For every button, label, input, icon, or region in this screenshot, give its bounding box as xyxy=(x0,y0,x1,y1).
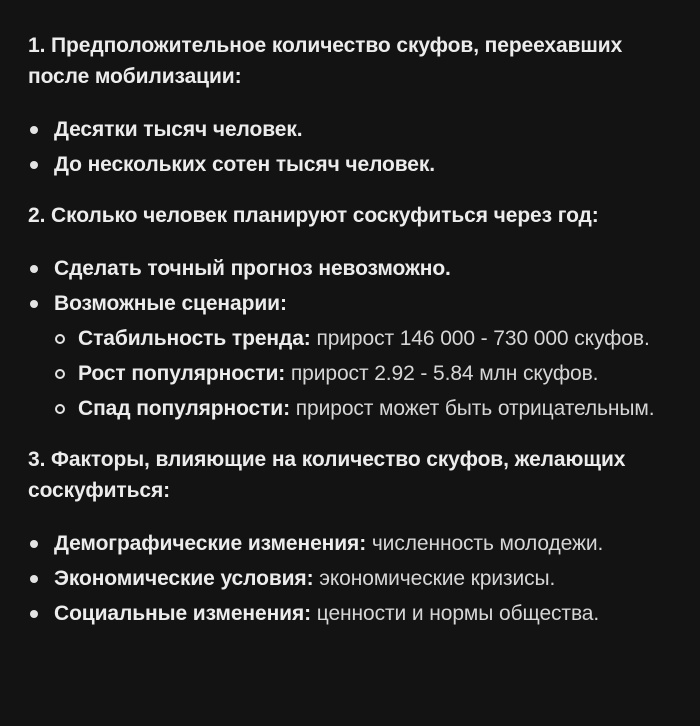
item-bold-text: Спад популярности: xyxy=(78,397,291,420)
list-item xyxy=(28,253,678,284)
bullet-dot-icon xyxy=(30,575,38,583)
item-bold-text: Сделать точный прогноз невозможно. xyxy=(54,257,451,280)
section-1-list xyxy=(28,114,678,180)
item-text: прирост может быть отрицательным. xyxy=(295,397,655,420)
bullet-dot-icon xyxy=(30,265,38,273)
section-2-heading: 2. Сколько человек планируют соскуфиться через год: xyxy=(28,204,599,227)
sublist-item xyxy=(54,323,678,354)
bullet-dot-icon xyxy=(30,540,38,548)
item-bold-text: Возможные сценарии: xyxy=(54,292,287,315)
list-item xyxy=(28,114,678,145)
section-3-heading: 3. Факторы, влияющие на количество скуфов, желающих соскуфиться: xyxy=(28,448,626,502)
item-text: прирост 2.92 - 5.84 млн скуфов. xyxy=(290,362,599,385)
item-bold-text: Стабильность тренда: xyxy=(78,327,311,350)
bullet-ring-icon xyxy=(55,404,65,414)
item-bold-text: Экономические условия: xyxy=(54,567,314,590)
item-text: прирост 146 000 - 730 000 скуфов. xyxy=(316,327,650,350)
bullet-ring-icon xyxy=(55,369,65,379)
item-text: экономические кризисы. xyxy=(319,567,556,590)
sublist-item xyxy=(54,393,678,424)
list-item xyxy=(28,528,678,559)
section-3-list xyxy=(28,528,678,629)
list-item xyxy=(28,149,678,180)
list-item xyxy=(28,598,678,629)
bullet-dot-icon xyxy=(30,610,38,618)
section-1-heading: 1. Предположительное количество скуфов, переехавших после мобилизации: xyxy=(28,34,623,88)
item-bold-text: Десятки тысяч человек. xyxy=(54,118,303,141)
sublist-item xyxy=(54,358,678,389)
list-item xyxy=(28,288,678,424)
bullet-dot-icon xyxy=(30,161,38,169)
item-bold-text: До нескольких сотен тысяч человек. xyxy=(54,153,436,176)
bullet-ring-icon xyxy=(55,334,65,344)
item-bold-text: Социальные изменения: xyxy=(54,602,312,625)
item-text: ценности и нормы общества. xyxy=(316,602,600,625)
section-2-list xyxy=(28,253,678,424)
item-bold-text: Демографические изменения: xyxy=(54,532,367,555)
bullet-dot-icon xyxy=(30,126,38,134)
item-bold-text: Рост популярности: xyxy=(78,362,286,385)
list-item xyxy=(28,563,678,594)
item-text: численность молодежи. xyxy=(371,532,604,555)
bullet-dot-icon xyxy=(30,300,38,308)
scenario-sublist xyxy=(54,323,678,424)
